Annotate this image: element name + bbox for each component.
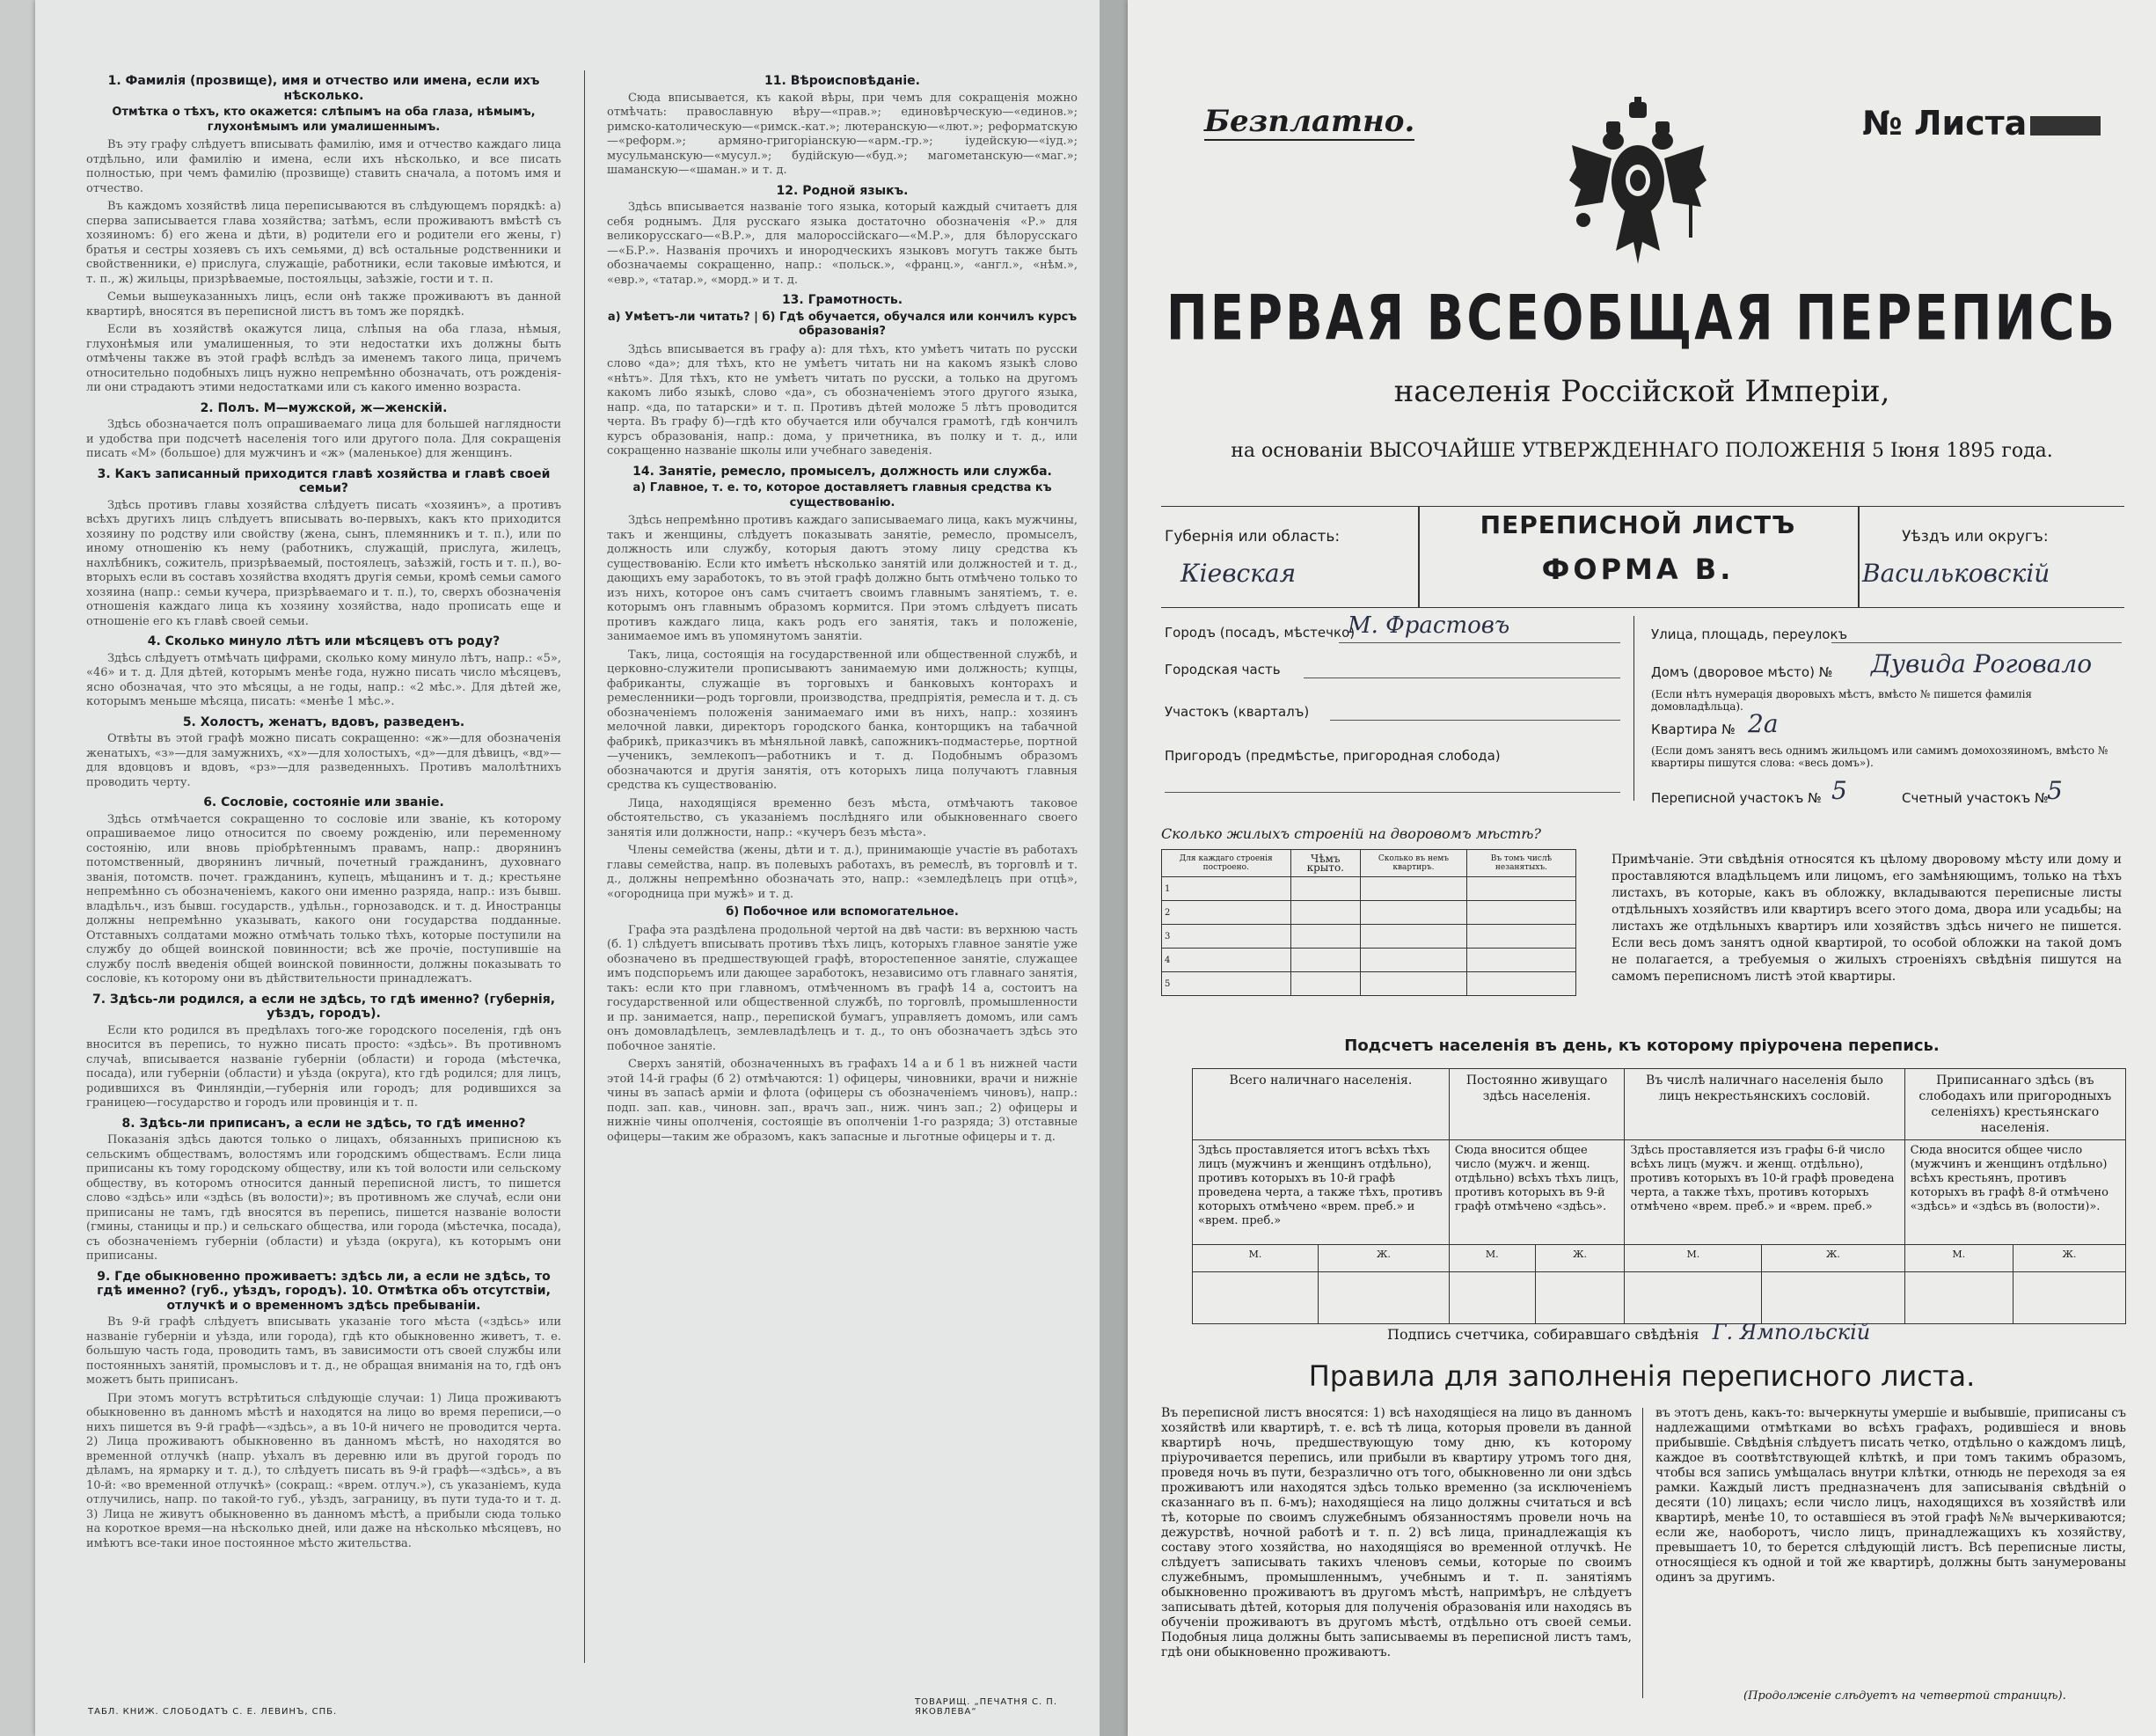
paragraph: Графа эта раздѣлена продольной чертой на двѣ части: въ верхнюю часть (б. 1) слѣдуетъ вписывать противъ тѣхъ лицъ, которыхъ главное занятіе уже обозначено въ предшествующей графѣ, второстепенное занятіе, служащее имъ подспорьемъ или дающее заработокъ, независимо отъ главнаго занятія, такъ: если кто при главномъ, отмѣченномъ въ графѣ 14 а, состоитъ на государственной или общественной службѣ, по торговлѣ, промышленности и пр. занимается, напр., перепиской бумагъ, управляетъ домомъ, или самъ онъ домовладѣлецъ, землевладѣлецъ и т. д., то онъ обозначаетъ здѣсь это побочное занятіе. (607, 923, 1078, 1053)
document-title: ПЕРВАЯ ВСЕОБЩАЯ ПЕРЕПИСЬ (1166, 282, 2118, 355)
population-table-values (1193, 1272, 2126, 1324)
left-column-b (607, 69, 1078, 1652)
rules-text-right: въ этотъ день, какъ-то: вычеркнуты умершіе и выбывшіе, приписаны съ надлежащими отмѣтками во всѣхъ графахъ, родившіеся и вновь прибывшіе. Свѣдѣнія слѣдуетъ писать четко, отдѣльно о каждомъ лицѣ, каждое въ соотвѣтствующей клѣткѣ, и при томъ такимъ образомъ, чтобы вся запись умѣщалась внутри клѣтки, отнюдь не переходя за ея рамки. Каждый листъ предназначенъ для записыванія свѣдѣній о десяти (10) лицахъ; если число лицъ, находящихся въ хозяйствѣ или квартирѣ, менѣе 10, то оставшіеся въ этой графѣ №№ вычеркиваются; если же, наоборотъ, число лицъ, принадлежащихъ къ хозяйству, превышаетъ 10, то берется слѣдующій листъ. Всѣ переписные листы, относящіеся къ одной и той же квартирѣ, должны быть занумерованы одинъ за другимъ. (1655, 1406, 2126, 1585)
paragraph: Въ эту графу слѣдуетъ вписывать фамилію, имя и отчество каждаго лица отдѣльно, или фамилію и имена, если ихъ нѣсколько, и все писать полностью, при чемъ фамилію (прозвище) ставить сначала, а потомъ имя и отчество. (86, 138, 561, 195)
pop-desc-present: Здѣсь проставляется итогъ всѣхъ тѣхъ лицъ (мужчинъ и женщинъ отдѣльно), противъ которыхъ въ 10-й графѣ проведена черта, а также тѣхъ, противъ которыхъ отмѣчено «врем. преб.» и «врем. преб.» (1193, 1140, 1450, 1245)
house-value: Дувида Роговало (1871, 649, 2093, 678)
paragraph: Если въ хозяйствѣ окажутся лица, слѣпыя на оба глаза, нѣмыя, глухонѣмыя или умалишенныя, то эти недостатки ихъ должны быть отмѣчены также въ этой графѣ вслѣдъ за именемъ такого лица, причемъ относительно подобныхъ лицъ нужно непремѣнно обозначать, отъ рожденія-ли они страдаютъ этими недостатками или съ какого именно возраста. (86, 323, 561, 394)
free-label: Безплатно. (1204, 104, 1415, 139)
house-label: Домъ (дворовое мѣсто) № (1651, 664, 1833, 680)
paragraph: Члены семейства (жены, дѣти и т. д.), принимающіе участіе въ работахъ главы семейства, напр. въ полевыхъ работахъ, въ ремеслѣ, въ торговлѣ и т. д., должны непремѣнно обозначать это, напр.: «земледѣлецъ при отцѣ», «огородница при мужѣ» и т. д. (607, 844, 1078, 901)
section-heading: 9. Где обыкновенно проживаетъ: здѣсь ли, а если не здѣсь, то гдѣ именно? (губ., уѣздъ, городъ). 10. Отмѣтка объ отсутствіи, отлучкѣ и о временномъ здѣсь пребываніи. (97, 1269, 551, 1313)
population-table-header (1193, 1069, 2126, 1140)
houses-table-header (1162, 850, 1576, 877)
table-row (1162, 925, 1576, 949)
female-label: Ж. (1762, 1245, 1904, 1272)
section-label: Участокъ (кварталъ) (1165, 704, 1310, 720)
double-headed-eagle-icon (1568, 97, 1708, 273)
column-divider (584, 70, 585, 1663)
section-heading: 3. Какъ записанный приходится главѣ хозяйства и главѣ своей семьи? (97, 466, 551, 495)
left-column-a (86, 69, 561, 1652)
paragraph: Здѣсь вписывается названіе того языка, который каждый считаетъ для себя роднымъ. Для русскаго языка достаточно обозначенія «Р.» для великорусскаго—«В.Р.», для малороссійскаго—«М.Р.», для бѣлорусскаго—«Б.Р.». Названія прочихъ и инородческихъ языковъ могутъ также быть обозначаемы сокращенно, напр.: «польск.», «франц.», «англ.», «нѣм.», «евр.», «татар.», «морд.» и т. д. (607, 201, 1078, 287)
pop-col-registered-peasant: Приписаннаго здѣсь (въ слободахъ или пригородныхъ селеніяхъ) крестьянскаго населенія. (1904, 1069, 2125, 1140)
page-gutter (1100, 0, 1128, 1736)
population-table-descriptions (1193, 1140, 2126, 1245)
signature-label: Подпись счетчика, собиравшаго свѣдѣнія (1387, 1326, 1699, 1343)
paragraph: Здѣсь непремѣнно противъ каждаго записываемаго лица, какъ мужчины, такъ и женщины, слѣдуетъ показывать занятіе, ремесло, промыселъ, должность или службу, которыя даютъ этому лицу средства къ существованію. Если кто имѣетъ нѣсколько занятій или должностей и т. д., дающихъ ему заработокъ, то въ этой графѣ должно быть отмѣчено только то изъ нихъ, которое онъ самъ считаетъ своимъ главнымъ занятіемъ, т. е. которымъ онъ главнымъ образомъ кормится. При этомъ слѣдуетъ писать противъ каждаго лица, какъ родъ его занятія, такъ и положеніе, занимаемое имъ въ упомянутомъ занятіи. (607, 514, 1078, 643)
city-part-label: Городская часть (1165, 662, 1281, 678)
houses-col-apartments: Сколько въ немъ квартиръ. (1360, 850, 1466, 877)
section-heading: 8. Здѣсь-ли приписанъ, а если не здѣсь, то гдѣ именно? (121, 1116, 526, 1131)
enumerator-signature (1387, 1320, 1870, 1344)
female-label: Ж. (1319, 1245, 1450, 1272)
pop-col-permanent: Постоянно живущаго здѣсь населенія. (1449, 1069, 1625, 1140)
district-value: Васильковскій (1862, 559, 2050, 588)
header-divider-right (1858, 506, 1860, 607)
population-table-sex-row (1193, 1245, 2126, 1272)
province-label: Губернія или область: (1165, 528, 1341, 546)
female-label: Ж. (1535, 1245, 1625, 1272)
section-heading: 1. Фамилія (прозвище), имя и отчество или имена, если ихъ нѣсколько. (107, 74, 540, 103)
pop-desc-non-peasant: Здѣсь проставляется изъ графы 6-й число всѣхъ лицъ (мужч. и женщ. отдѣльно), противъ которыхъ въ 10-й графѣ проведена черта, а также тѣхъ, противъ которыхъ отмѣчено «врем. преб.» и «врем. преб.» (1625, 1140, 1904, 1245)
right-page (1128, 0, 2156, 1736)
city-line (1339, 642, 1620, 643)
section-heading: 12. Родной языкъ. (776, 183, 909, 198)
row-number: 2 (1162, 901, 1291, 925)
province-value: Кіевская (1180, 559, 1297, 588)
houses-question: Сколько жилыхъ строеній на дворовомъ мѣстѣ? (1161, 825, 1541, 842)
section-line (1330, 720, 1620, 721)
address-divider (1633, 616, 1634, 801)
city-value: М. Фрастовъ (1348, 612, 1510, 639)
houses-col-built: Для каждаго строенія построено. (1162, 850, 1291, 877)
section-heading: 11. Вѣроисповѣданіе. (764, 74, 920, 88)
population-table (1192, 1068, 2126, 1324)
counting-district-value: 5 (2047, 776, 2063, 805)
pop-col-non-peasant: Въ числѣ наличнаго населенія было лицъ некрестьянскихъ сословій. (1625, 1069, 1904, 1140)
sheet-number (1862, 104, 2101, 143)
table-row (1162, 901, 1576, 925)
rules-divider (1642, 1408, 1643, 1698)
paragraph: Семьи вышеуказанныхъ лицъ, если онѣ также проживаютъ въ данной квартирѣ, вносятся въ переписной листъ въ томъ же порядкѣ. (86, 290, 561, 319)
street-line (1831, 642, 2122, 643)
section-subheading: б) Побочное или вспомогательное. (726, 905, 959, 919)
left-page (35, 0, 1100, 1736)
houses-note: Примѣчаніе. Эти свѣдѣнія относятся къ цѣлому дворовому мѣсту или дому и проставляются владѣльцемъ или лицомъ, его замѣняющимъ, только на тѣхъ листахъ, въ которые, какъ въ обложку, вкладываются переписные листы отдѣльныхъ хозяйствъ или квартиръ всего этого дома, двора или усадьбы; на листахъ же отдѣльныхъ квартиръ или хозяйствъ здѣсь ничего не пишется. Если весь домъ занятъ одной квартирой, то особой обложки на такой домъ не полагается, а требуемыя о жилыхъ строеніяхъ свѣдѣнія пишутся на самомъ переписномъ листѣ этой квартиры. (1612, 853, 2122, 984)
suburb-label: Пригородъ (предмѣстье, пригородная слобода) (1165, 748, 1501, 764)
rules-title: Правила для заполненія переписного листа. (1308, 1359, 1976, 1393)
printer-imprint-right: ТОВАРИЩ. „ПЕЧАТНЯ С. П. ЯКОВЛЕВА“ (915, 1697, 1057, 1717)
paragraph: Здѣсь противъ главы хозяйства слѣдуетъ писать «хозяинъ», а противъ всѣхъ другихъ лицъ слѣдуетъ вписывать во-первыхъ, какъ кто приходится хозяину по родству или свойству (жена, сынъ, племянникъ и т. п.), или по иному отношенію къ нему (работникъ, служащій, прислуга, жилецъ, нахлѣбникъ, сожитель, призрѣваемый, постоялецъ, заѣзжій, гость и т. п.), во-вторыхъ если въ составъ хозяйства входятъ другія семьи, кромѣ семьи самого хозяина (напр.: семьи кучера, призрѣваемаго и т. п.), то, сверхъ обозначенія отношенія каждаго лица къ хозяину хозяйства, надо прописать еще и отношеніе его къ главѣ своей семьи. (86, 498, 561, 628)
pop-col-present: Всего наличнаго населенія. (1193, 1069, 1450, 1140)
paragraph: При этомъ могутъ встрѣтиться слѣдующіе случаи: 1) Лица проживаютъ обыкновенно въ данномъ мѣстѣ и находятся на лицо во время переписи,—о нихъ пишется въ 9-й графѣ—«здѣсь», а въ 10-й ничего не проводится черта. 2) Лица проживаютъ обыкновенно въ данномъ мѣстѣ, но находятся во временной отлучкѣ (напр. уѣхалъ въ деревню или въ другой городъ по дѣламъ, на ярмарку и т. д.), то слѣдуетъ писать въ 9-й графѣ—«здѣсь», а въ 10-й: «во временной отлучкѣ» (сокращ.: «врем. отлуч.»), съ указаніемъ, куда отлучились, напр. по такой-то губ., уѣздъ, заграницу, въ пути туда-то и т. д. 3) Лица не живутъ обыкновенно въ данномъ мѣстѣ, а прибыли сюда только на короткое время—на нѣсколько дней, или даже на нѣсколько мѣсяцевъ, но имѣютъ все-таки иное постоянное мѣсто жительства. (86, 1391, 561, 1550)
census-district-label: Переписной участокъ № (1651, 790, 1822, 806)
male-label: М. (1625, 1245, 1762, 1272)
document-subtitle: населенія Россійской Имперіи, (1393, 374, 1890, 409)
apartment-note: (Если домъ занятъ весь однимъ жильцомъ или самимъ домохозяиномъ, вмѣсто № квартиры пишутся слова: «весь домъ»). (1651, 744, 2108, 769)
paragraph: Здѣсь обозначается полъ опрашиваемаго лица для большей наглядности и удобства при подсчетѣ населенія того или другого пола. Для сокращенія писать «М» (большое) для мужчинъ и «ж» (маленькое) для женщинъ. (86, 418, 561, 460)
section-heading: 6. Сословіе, состояніе или званіе. (203, 795, 444, 809)
section-heading: 5. Холостъ, женатъ, вдовъ, разведенъ. (182, 714, 465, 729)
paragraph: Въ 9-й графѣ слѣдуетъ вписывать указаніе того мѣста («здѣсь» или названіе губерніи и уѣзда, или города), гдѣ кто обыкновенно живетъ, т. е. большую часть года, проводить тамъ, въ зависимости отъ своей службы или постоянныхъ занятій, промысловъ и т. д., не обращая вниманія на то, гдѣ онъ можетъ быть приписанъ. (86, 1315, 561, 1387)
section-heading: 4. Сколько минуло лѣтъ или мѣсяцевъ отъ роду? (147, 634, 501, 648)
row-number: 5 (1162, 972, 1291, 996)
paragraph: Въ каждомъ хозяйствѣ лица переписываются въ слѣдующемъ порядкѣ: а) сперва записывается глава хозяйства; затѣмъ, если проживаютъ вмѣстѣ съ хозяиномъ: б) его жена и дѣти, в) родители его и родители его жены, г) братья и сестры хозяевъ съ ихъ семьями, д) всѣ остальные родственники и свойственники, е) прислуга, служащіе, работники, если таковые имѣются, и т. п., ж) жильцы, призрѣваемые, постояльцы, заѣзжіе, гости и т. п. (86, 200, 561, 286)
paragraph: Такъ, лица, состоящія на государственной или общественной службѣ, и церковно-служители прописываютъ занимаемую ими должность; купцы, фабриканты, служащіе въ торговыхъ и банковыхъ конторахъ и ремесленники—родъ торговли, производства, предпріятія, ремесла и т. д. съ обозначеніемъ положенія занимаемаго ими въ нихъ, напр.: хозяинъ мелочной лавки, директоръ городского банка, конторщикъ на табачной фабрикѣ, приказчикъ въ мѣняльной лавкѣ, сапожникъ-подмастерье, портной—ученикъ, землекопъ—работникъ и т. д. Подобнымъ образомъ обозначаются и другія занятія, отъ которыхъ лица получаютъ главныя средства къ существованію. (607, 648, 1078, 792)
sheet-number-label: № Листа (1862, 104, 2028, 143)
section-heading: 2. Полъ. М—мужской, ж—женскій. (200, 400, 448, 415)
paragraph: Здѣсь слѣдуетъ отмѣчать цифрами, сколько кому минуло лѣтъ, напр.: «5», «46» и т. д. Для дѣтей, которымъ менѣе года, нужно писать число мѣсяцевъ, ясно обозначая, что это мѣсяцы, а не годы, напр.: «2 мѣс.». Для дѣтей же, которымъ меньше мѣсяца, писать: «менѣе 1 мѣс.». (86, 651, 561, 708)
census-district-value: 5 (1831, 776, 1847, 805)
male-label: М. (1449, 1245, 1535, 1272)
pop-desc-permanent: Сюда вносится общее число (мужч. и женщ. отдѣльно) всѣхъ тѣхъ лицъ, противъ которыхъ въ 9-й графѣ отмѣчено «здѣсь». (1449, 1140, 1625, 1245)
signature-value: Г. Ямпольскій (1712, 1320, 1871, 1344)
apartment-value: 2а (1748, 709, 1779, 738)
header-bottom-rule (1161, 607, 2124, 608)
table-row (1162, 972, 1576, 996)
houses-table (1161, 849, 1576, 996)
population-count-title: Подсчетъ населенія въ день, къ которому пріурочена перепись. (1344, 1036, 1940, 1055)
form-letter: ФОРМА В. (1541, 553, 1735, 586)
city-label: Городъ (посадъ, мѣстечко) (1165, 625, 1356, 641)
pop-desc-registered-peasant: Сюда вносится общее число (мужчинъ и женщинъ отдѣльно) всѣхъ крестьянъ, противъ которыхъ въ графѣ 8-й отмѣчено «здѣсь» и «здѣсь въ (волости)». (1904, 1140, 2125, 1245)
houses-col-vacant: Въ томъ числѣ незанятыхъ. (1466, 850, 1575, 877)
section-subheading: Отмѣтка о тѣхъ, кто окажется: слѣпымъ на оба глаза, нѣмымъ, глухонѣмымъ или умалишеннымъ. (112, 106, 536, 134)
table-row (1162, 877, 1576, 901)
counting-district-label: Счетный участокъ № (1902, 790, 2049, 806)
paragraph: Сюда вписывается, къ какой вѣры, при чемъ для сокращенія можно отмѣчать: православную вѣру—«прав.»; единовѣрческую—«единов.»; римско-католическую—«римск.-кат.»; лютеранскую—«лют.»; реформатскую—«реформ.»; армяно-григоріанскую—«арм.-гр.»; іудейскую—«іуд.»; мусульманскую—«мусул.»; будійскую—«буд.»; магометанскую—«маг.»; шаманскую—«шаман.» и т. д. (607, 91, 1078, 177)
paragraph: Отвѣты въ этой графѣ можно писать сокращенно: «ж»—для обозначенія женатыхъ, «з»—для замужнихъ, «х»—для холостыхъ, «д»—для дѣвицъ, «вд»—для вдовцовъ и вдовъ, «рз»—для разведенныхъ. Противъ малолѣтнихъ проводить черту. (86, 732, 561, 789)
paragraph: Здѣсь отмѣчается сокращенно то сословіе или званіе, къ которому опрашиваемое лицо относится по своему рожденію, или переменному состоянію, или вновь пріобрѣтеннымъ правамъ, напр.: дворянинъ потомственный, дворянинъ личный, почетный гражданинъ, духовнаго званія, потомств. почет. гражданинъ, купецъ, мѣщанинъ и т. д.; крестьяне непремѣнно съ обозначеніемъ, какого они именно разряда, напр.: изъ бывш. владѣльч., изъ бывш. государств., удѣльн., горнозаводск. и т. д. Иностранцы должны непремѣнно указывать, какого они государства подданные. Отставныхъ солдатами можно отмѣчать только тѣхъ, которые поступили на службу до общей воинской повинности; всѣ же прочіе, поступившіе на службу послѣ введенія общей воинской повинности, должны показывать то сословіе, къ которому они въ дѣйствительности принадлежатъ. (86, 812, 561, 985)
apartment-label: Квартира № (1651, 722, 1736, 737)
section-heading: 7. Здѣсь-ли родился, а если не здѣсь, то гдѣ именно? (губернія, уѣздъ, городъ). (91, 992, 556, 1021)
section-heading: 14. Занятіе, ремесло, промыселъ, должность или служба. (632, 464, 1052, 479)
row-number: 3 (1162, 925, 1291, 949)
paragraph: Если кто родился въ предѣлахъ того-же городского поселенія, гдѣ онъ вносится въ перепись, то нужно писать просто: «здѣсь». Въ противномъ случаѣ, вписывается названіе губерніи (области) и города (мѣстечка, посада), или губерніи (области) и уѣзда (округа), кто гдѣ родился; для лицъ, родившихся въ Финляндіи,—губернія или городъ; для родившихся за границею—государство и городъ или провинція и т. п. (86, 1023, 561, 1110)
male-label: М. (1904, 1245, 2013, 1272)
section-subheading: а) Умѣетъ-ли читать? | б) Гдѣ обучается, обучался или кончилъ курсъ образованія? (607, 310, 1078, 338)
printer-imprint-left: ТАБЛ. КНИЖ. СЛОБОДАТЪ С. Е. ЛЕВИНЪ, СПБ. (88, 1707, 338, 1717)
form-title: ПЕРЕПИСНОЙ ЛИСТЪ (1480, 510, 1796, 539)
paragraph: Лица, находящіяся временно безъ мѣста, отмѣчаютъ таковое обстоятельство, съ указаніемъ послѣдняго или обыкновеннаго своего занятія или должности, напр.: «кучеръ безъ мѣста». (607, 796, 1078, 839)
table-row (1162, 949, 1576, 972)
suburb-line (1165, 792, 1620, 793)
section-heading: 13. Грамотность. (781, 293, 903, 307)
paragraph: Сверхъ занятій, обозначенныхъ въ графахъ 14 а и б 1 въ нижней части этой 14-й графы (б 2) отмѣчаются: 1) офицеры, чиновники, врачи и нижніе чины въ запасѣ арміи и флота (офицеры съ обозначеніемъ чиновъ), напр.: подп. зап. кав., чиновн. зап., врачъ зап., ниж. чинъ зап.; 2) офицеры и нижніе чины ополченія, состоящіе въ ополченіи 1-го разряда; 3) отставные офицеры—таким же образомъ, какъ запасные и льготные офицеры и т. д. (607, 1058, 1078, 1144)
rules-text-left: Въ переписной листъ вносятся: 1) всѣ находящіеся на лицо въ данномъ хозяйствѣ или квартирѣ, т. е. всѣ тѣ лица, которыя провели въ данной квартирѣ ночь, предшествующую тому дню, къ которому пріурочивается перепись, или прибыли въ квартиру утромъ того дня, проведя ночь въ пути, безразлично отъ того, обыкновенно ли они здѣсь проживаютъ или находятся здѣсь только временно (за исключеніемъ сказаннаго въ п. 6-мъ); находящіеся на лицо должны считаться и всѣ тѣ, которые по своимъ служебнымъ обязанностямъ провели ночь на дежурствѣ, ночной работѣ и т. п. 2) всѣ лица, принадлежащія къ составу этого хозяйства, но находящіяся во временной отлучкѣ. Не слѣдуетъ записывать такихъ членовъ семьи, которые по своимъ служебнымъ, промышленнымъ, учебнымъ и т. п. занятіямъ обыкновенно проживаютъ въ другомъ мѣстѣ, напримѣръ, не слѣдуетъ записывать дѣтей, которыя для полученія образованія или находясь въ обученіи проживаютъ въ другомъ мѣстѣ, отдѣльно отъ своей семьи. Подобныя лица должны быть записываемы въ переписной листъ тамъ, гдѣ они обыкновенно проживаютъ. (1161, 1406, 1632, 1659)
houses-col-roof: Чѣмъ крыто. (1290, 850, 1360, 877)
row-number: 1 (1162, 877, 1291, 901)
row-number: 4 (1162, 949, 1291, 972)
house-note: (Если нѣтъ нумерація дворовыхъ мѣстъ, вмѣсто № пишется фамилія домовладѣльца). (1651, 688, 2032, 713)
header-top-rule (1161, 506, 2124, 507)
legal-basis: на основаніи ВЫСОЧАЙШЕ УТВЕРЖДЕННАГО ПОЛОЖЕНІЯ 5 Іюня 1895 года. (1231, 440, 2053, 462)
street-label: Улица, площадь, переулокъ (1651, 626, 1848, 642)
paragraph: Показанія здѣсь даются только о лицахъ, обязанныхъ приписною къ сельскимъ обществамъ, волостямъ или городскимъ обществамъ. Если лица приписаны къ тому городскому обществу, или къ той волости или сельскому обществу, въ которомъ относится данный переписной листъ, то пишется слово «здѣсь» или «здѣсь (въ волости)»; въ противномъ же случаѣ, если они приписаны не тамъ, гдѣ вносятся въ перепись, пишется названіе волости (гмины, станицы и пр.) и сельскаго общества, или города (мѣстечка, посада), съ обозначеніемъ губерніи (области) и уѣзда (округа), къ которымъ они приписаны. (86, 1133, 561, 1263)
female-label: Ж. (2013, 1245, 2125, 1272)
paragraph: Здѣсь вписывается въ графу а): для тѣхъ, кто умѣетъ читать по русски слово «да»; для тѣхъ, кто не умѣетъ читать ни на какомъ языкѣ слово «нѣтъ». Для тѣхъ, кто не умѣетъ читать по русски, а только на другомъ какомъ либо языкѣ, слово «да», съ обозначеніемъ этого другого языка, напр. «да, по татарски» и т. п. Противъ дѣтей моложе 5 лѣтъ проводится черта. Въ графу б)—гдѣ кто обучается или обучался грамотѣ, гдѣ кончилъ курсъ образованія, напр.: дома, у причетника, въ полку и т. д., или сокращенно названіе школы или учебнаго заведенія. (607, 342, 1078, 458)
rules-continued: (Продолженіе слѣдуетъ на четвертой страницѣ). (1743, 1689, 2066, 1703)
district-label: Уѣздъ или округъ: (1902, 528, 2049, 546)
male-label: М. (1193, 1245, 1319, 1272)
section-subheading: а) Главное, т. е. то, которое доставляетъ главныя средства къ существованію. (632, 481, 1052, 509)
sheet-number-stamp (2030, 116, 2101, 136)
